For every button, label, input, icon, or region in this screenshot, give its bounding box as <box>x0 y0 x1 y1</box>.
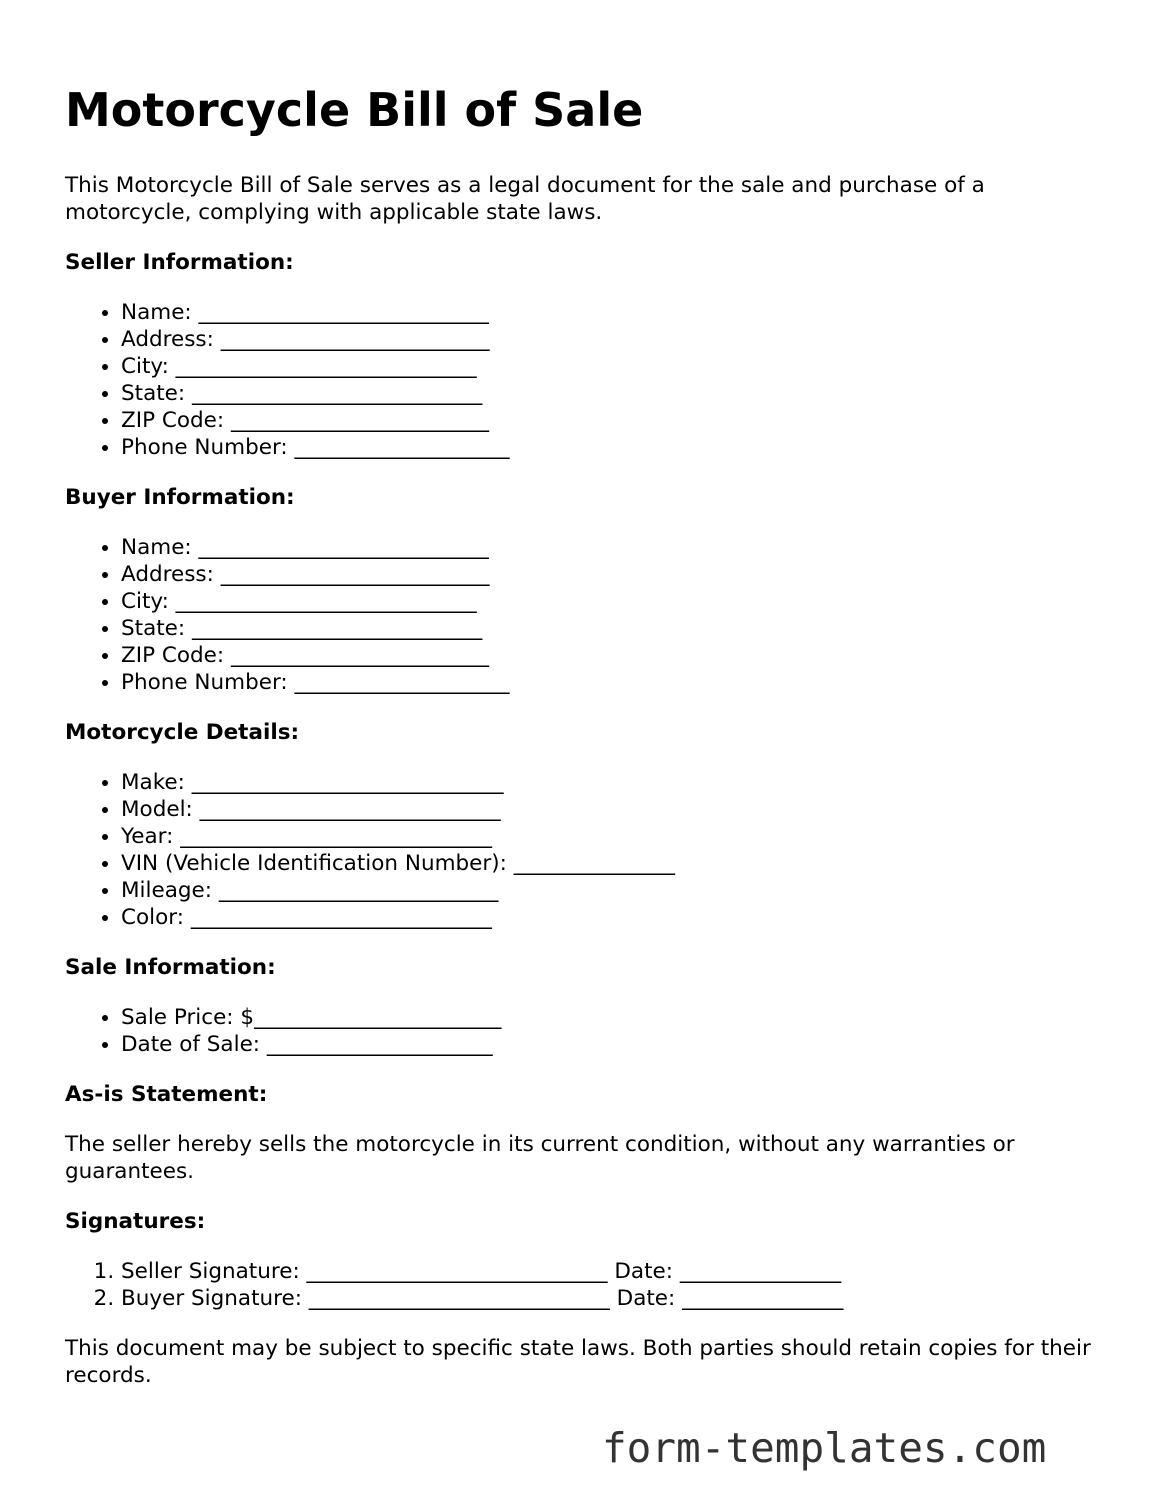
make-field: • Make: _____________________________ <box>121 769 1105 796</box>
buyer-address-field: • Address: _________________________ <box>121 561 1105 588</box>
signatures-heading: Signatures: <box>65 1209 206 1234</box>
year-field: • Year: _____________________________ <box>121 823 1105 850</box>
date-of-sale-field: • Date of Sale: _____________________ <box>121 1031 1105 1058</box>
sale-price-field: • Sale Price: $_______________________ <box>121 1004 1105 1031</box>
sale-list <box>65 1004 1105 1058</box>
sale-heading: Sale Information: <box>65 955 276 980</box>
seller-address-field: • Address: _________________________ <box>121 326 1105 353</box>
signatures-list <box>65 1258 1105 1312</box>
vin-field: • VIN (Vehicle Identification Number): _______________ <box>121 850 1105 877</box>
asis-heading: As-is Statement: <box>65 1082 268 1107</box>
buyer-name-field: • Name: ___________________________ <box>121 534 1105 561</box>
seller-zip-field: • ZIP Code: ________________________ <box>121 407 1105 434</box>
asis-paragraph: The seller hereby sells the motorcycle in its current condition, without any warranties or guarantees. <box>65 1132 1015 1184</box>
seller-signature-line: 1. Seller Signature: ____________________________ Date: _______________ <box>121 1258 1105 1285</box>
document-page <box>65 82 1105 1389</box>
buyer-city-field: • City: ____________________________ <box>121 588 1105 615</box>
color-field: • Color: ____________________________ <box>121 904 1105 931</box>
model-field: • Model: ____________________________ <box>121 796 1105 823</box>
seller-list <box>65 299 1105 461</box>
buyer-signature-line: 2. Buyer Signature: ____________________________ Date: _______________ <box>121 1285 1105 1312</box>
buyer-list <box>65 534 1105 696</box>
intro-paragraph: This Motorcycle Bill of Sale serves as a legal document for the sale and purchase of a motorcycle, complying with applicable state laws. <box>65 173 985 225</box>
motorcycle-heading: Motorcycle Details: <box>65 720 300 745</box>
mileage-field: • Mileage: __________________________ <box>121 877 1105 904</box>
seller-phone-field: • Phone Number: ____________________ <box>121 434 1105 461</box>
seller-heading: Seller Information: <box>65 250 294 275</box>
buyer-zip-field: • ZIP Code: ________________________ <box>121 642 1105 669</box>
page-title: Motorcycle Bill of Sale <box>65 83 644 137</box>
buyer-state-field: • State: ___________________________ <box>121 615 1105 642</box>
buyer-heading: Buyer Information: <box>65 485 295 510</box>
watermark-text: form-templates.com <box>602 1424 1047 1472</box>
motorcycle-list <box>65 769 1105 931</box>
seller-name-field: • Name: ___________________________ <box>121 299 1105 326</box>
seller-city-field: • City: ____________________________ <box>121 353 1105 380</box>
buyer-phone-field: • Phone Number: ____________________ <box>121 669 1105 696</box>
footer-note: This document may be subject to specific state laws. Both parties should retain copies for their records. <box>65 1336 1091 1388</box>
seller-state-field: • State: ___________________________ <box>121 380 1105 407</box>
